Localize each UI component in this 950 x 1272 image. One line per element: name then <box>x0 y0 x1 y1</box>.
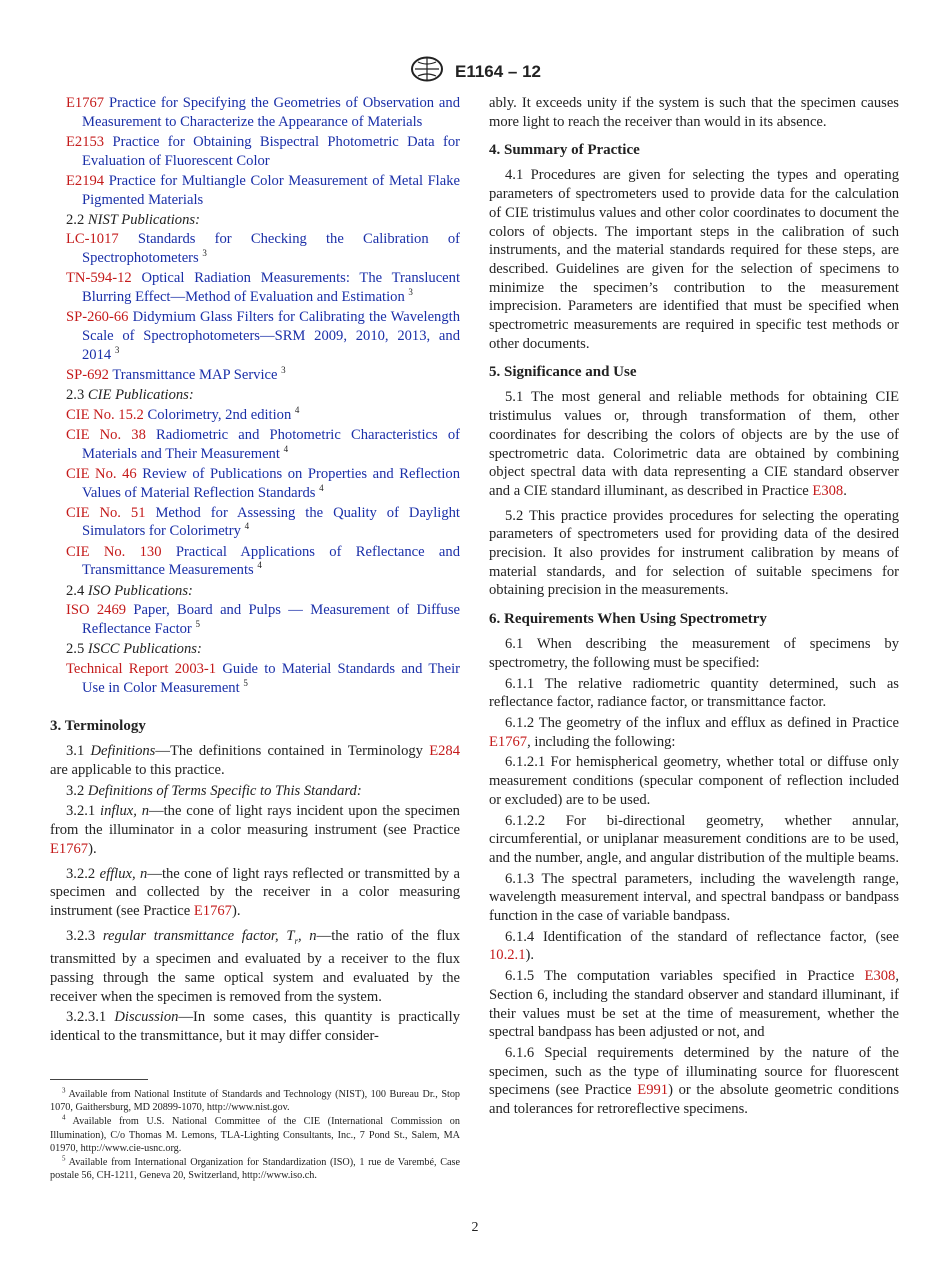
link-e1767-influx[interactable]: E1767 <box>50 840 89 857</box>
footnote-marker: 3 <box>281 364 286 375</box>
reference-title: Guide to Material Standards and Their Use in Color Measurement <box>82 660 460 696</box>
link-e308-computation[interactable]: E308 <box>864 968 896 985</box>
para-6-1-2-1: 6.1.2.1 For hemispherical geometry, whether total or diffuse only measurement conditions (specular component of reflection included or excluded) are to be used. <box>489 754 899 808</box>
reference-title: Colorimetry, 2nd edition <box>147 406 292 423</box>
reference-title: Didymium Glass Filters for Calibrating the Wavelength Scale of Spectrophotometers—SRM 2009, 2010, 2013, and 2014 <box>82 309 460 363</box>
requirements-heading: 6. Requirements When Using Spectrometry <box>489 611 767 628</box>
link-e284[interactable]: E284 <box>429 743 461 760</box>
para-3-2-2: 3.2.2 efflux, n—the cone of light rays reflected or transmitted by a specimen and collected by the receiver in a color measuring instrument (see Practice E1767). <box>50 865 461 919</box>
para-3-2-3-1: 3.2.3.1 Discussion—In some cases, this quantity is practically identical to the transmittance, but it may differ consider- <box>50 1009 460 1045</box>
footnote-item <box>50 1115 460 1155</box>
reference-code-link[interactable]: E1767 <box>66 95 105 111</box>
reference-title: Review of Publications on Properties and Reflection Values of Material Reflection Standards <box>82 465 460 501</box>
reference-list-cie <box>66 406 460 580</box>
reference-list-iso <box>66 601 460 638</box>
footnote-marker: 5 <box>243 677 248 688</box>
footnote-item <box>50 1156 460 1182</box>
footnotes <box>50 1088 460 1183</box>
footnote-marker: 4 <box>257 560 262 571</box>
reference-title: Paper, Board and Pulps — Measurement of Diffuse Reflectance Factor <box>82 602 460 637</box>
link-10-2-1[interactable]: 10.2.1 <box>489 947 526 964</box>
para-5-1: 5.1 The most general and reliable methods for obtaining CIE tristimulus values or, through transformation of them, other coordinates for describing the colors of objects are by the use of spectrometric data. Colorimetric data are obtained by combining object spectral data with data representing a CIE standard observer and a CIE standard illuminant, as described in Practice E308. <box>489 389 899 499</box>
link-e1767-geometry[interactable]: E1767 <box>489 733 528 750</box>
reference-title: Practical Applications of Reflectance and Transmittance Measurements <box>82 543 460 579</box>
astm-logo-icon <box>409 56 445 87</box>
page-number: 2 <box>471 1220 479 1235</box>
footnote-number: 4 <box>62 1114 66 1123</box>
cie-reference-item <box>66 543 460 580</box>
cie-reference-item <box>66 504 460 541</box>
reference-code-link[interactable]: CIE No. 130 <box>66 543 162 560</box>
cie-reference-item <box>66 406 460 425</box>
reference-list-iscc <box>66 660 460 697</box>
astm-reference-item <box>66 172 460 209</box>
nist-reference-item <box>66 230 460 267</box>
reference-title: Radiometric and Photometric Characteristics of Materials and Their Measurement <box>82 426 460 462</box>
cie-reference-item <box>66 426 460 463</box>
astm-reference-item <box>66 94 460 131</box>
nist-reference-item <box>66 269 460 306</box>
nist-reference-item <box>66 308 460 364</box>
para-6-1: 6.1 When describing the measurement of specimens by spectrometry, the following must be specified: <box>489 636 899 671</box>
footnote-number: 3 <box>62 1086 66 1095</box>
footnote-marker: 4 <box>319 482 324 493</box>
footnote-text: Available from International Organization for Standardization (ISO), 1 rue de Varembé, Case postale 56, CH-1211, Geneva 20, Switzerland, http://www.iso.ch. <box>50 1157 461 1182</box>
reference-title: Standards for Checking the Calibration of Spectrophotometers <box>82 231 461 267</box>
link-e991[interactable]: E991 <box>637 1082 669 1099</box>
right-column <box>489 94 899 1121</box>
footnote-number: 5 <box>62 1154 66 1163</box>
reference-title: Practice for Multiangle Color Measurement of Metal Flake Pigmented Materials <box>82 172 460 208</box>
reference-code-link[interactable]: CIE No. 51 <box>66 504 146 521</box>
footnote-marker: 3 <box>114 344 120 355</box>
reference-code-link[interactable]: ISO 2469 <box>66 602 127 619</box>
reference-list-nist <box>66 230 460 384</box>
reference-title: Optical Radiation Measurements: The Translucent Blurring Effect—Method of Evaluation and Estimation <box>82 270 461 306</box>
reference-title: Method for Assessing the Quality of Daylight Simulators for Colorimetry <box>82 504 460 540</box>
page-header <box>0 56 950 87</box>
iso-heading: 2.4 ISO Publications: <box>66 582 193 599</box>
para-6-1-4: 6.1.4 Identification of the standard of reflectance factor, (see 10.2.1). <box>489 928 899 964</box>
para-6-1-5: 6.1.5 The computation variables specified in Practice E308, Section 6, including the standard observer and standard illuminant, if their values must be set at the time of measurement, whether the spectral bandpass has been adjusted or not, and <box>489 968 899 1041</box>
footnote-text: Available from National Institute of Standards and Technology (NIST), 100 Bureau Dr., Stop 1070, Gaithersburg, MD 20899-1070, http://www.nist.gov. <box>50 1089 461 1114</box>
para-5-2: 5.2 This practice provides procedures for selecting the operating parameters of spectrometers used for providing data of the desired precision. It also provides for instrument calibration by means of material standards, and for selection of suitable specimens for obtaining precision in the measurements. <box>489 507 899 599</box>
reference-code-link[interactable]: E2194 <box>66 172 105 189</box>
link-e308-sig[interactable]: E308 <box>812 482 844 499</box>
reference-code-link[interactable]: CIE No. 38 <box>66 426 146 443</box>
footnote-text: Available from U.S. National Committee of the CIE (International Commission on Illumination), C/o Thomas M. Lemons, TLA-Lighting Consultants, Inc., 7 Pond St., Salem, MA 01970, http://www.cie-usnc.org. <box>50 1116 460 1154</box>
footnote-divider <box>50 1079 148 1080</box>
para-6-1-3: 6.1.3 The spectral parameters, including the wavelength range, wavelength measurement interval, and spectral bandpass or bandpass function in the case of variable bandpass. <box>489 870 899 925</box>
footnote-marker: 5 <box>195 619 200 630</box>
iscc-heading: 2.5 ISCC Publications: <box>66 641 202 658</box>
para-3-1: 3.1 Definitions—The definitions contained in Terminology E284 are applicable to this practice. <box>50 743 461 778</box>
significance-heading: 5. Significance and Use <box>489 364 637 381</box>
reference-code-link[interactable]: CIE No. 15.2 <box>66 406 144 423</box>
left-column <box>50 94 461 1048</box>
para-6-1-2: 6.1.2 The geometry of the influx and efflux as defined in Practice E1767, including the following: <box>489 714 899 750</box>
reference-title: Transmittance MAP Service <box>112 366 278 383</box>
reference-title: Practice for Specifying the Geometries of Observation and Measurement to Characterize the Appearance of Materials <box>82 95 460 130</box>
para-6-1-6: 6.1.6 Special requirements determined by the nature of the specimen, such as the type of illuminating source for fluorescent specimens (see Practice E991) or the absolute geometric conditions and tolerances for retroreflective specimens. <box>489 1044 900 1118</box>
terminology-heading: 3. Terminology <box>50 718 146 735</box>
summary-heading: 4. Summary of Practice <box>489 142 640 159</box>
footnote-item <box>50 1088 460 1114</box>
footnote-marker: 4 <box>283 443 289 454</box>
footnote-marker: 4 <box>294 404 300 415</box>
cie-heading: 2.3 CIE Publications: <box>66 387 194 404</box>
reference-code-link[interactable]: SP-260-66 <box>66 309 129 326</box>
reference-code-link[interactable]: SP-692 <box>66 366 109 383</box>
reference-code-link[interactable]: E2153 <box>66 133 105 150</box>
reference-title: Practice for Obtaining Bispectral Photometric Data for Evaluation of Fluorescent Color <box>82 133 460 169</box>
reference-code-link[interactable]: LC-1017 <box>66 231 119 248</box>
link-e1767-efflux[interactable]: E1767 <box>193 902 232 919</box>
nist-heading: 2.2 NIST Publications: <box>66 211 200 228</box>
reference-code-link[interactable]: TN-594-12 <box>66 270 132 287</box>
reference-list-astm <box>66 94 460 209</box>
para-3-2-1: 3.2.1 influx, n—the cone of light rays incident upon the specimen from the illuminator in a color measuring instrument (see Practice E1767). <box>50 803 460 857</box>
reference-code-link[interactable]: Technical Report 2003-1 <box>66 660 217 677</box>
footnote-marker: 3 <box>202 248 207 259</box>
nist-reference-item <box>66 366 460 385</box>
cie-reference-item <box>66 465 460 502</box>
astm-reference-item <box>66 133 460 170</box>
iscc-reference-item <box>66 660 460 697</box>
continued-paragraph: ably. It exceeds unity if the system is such that the specimen causes more light to reach the receiver than would in its absence. <box>489 95 899 130</box>
designation: E1164 – 12 <box>454 61 542 81</box>
para-3-2: 3.2 Definitions of Terms Specific to This Standard: <box>66 782 362 799</box>
reference-code-link[interactable]: CIE No. 46 <box>66 465 137 482</box>
footnote-marker: 4 <box>244 521 250 532</box>
para-4-1: 4.1 Procedures are given for selecting the types and operating parameters of spectrometers used to provide data for the calculation of CIE tristimulus values and other color coordinates to document the colors of objects. The important steps in the calibration of such instruments, and the material standards required for these steps, are described. Guidelines are given for the selection of specimens to minimize the specimen’s contribution to the measurement imprecision. Parameters are identified that must be specified when spectrometric measurements are required in specific test methods or other documents. <box>489 167 899 352</box>
footnote-marker: 3 <box>408 287 413 298</box>
para-3-2-3: 3.2.3 regular transmittance factor, $T_r$, n—the ratio of the flux transmitted by a specimen and evaluated by a receiver to the flux passing through the same optical system and evaluated by the receiver when the specimen is removed from the system. <box>50 927 460 1005</box>
para-6-1-1: 6.1.1 The relative radiometric quantity determined, such as reflectance factor, radiance factor, or transmittance factor. <box>489 675 899 711</box>
iso-reference-item <box>66 601 460 638</box>
para-6-1-2-2: 6.1.2.2 For bi-directional geometry, whether annular, circumferential, or uniplanar measurement conditions are to be used, and the number, angle, and angular distribution of the multiple beams. <box>489 812 899 866</box>
